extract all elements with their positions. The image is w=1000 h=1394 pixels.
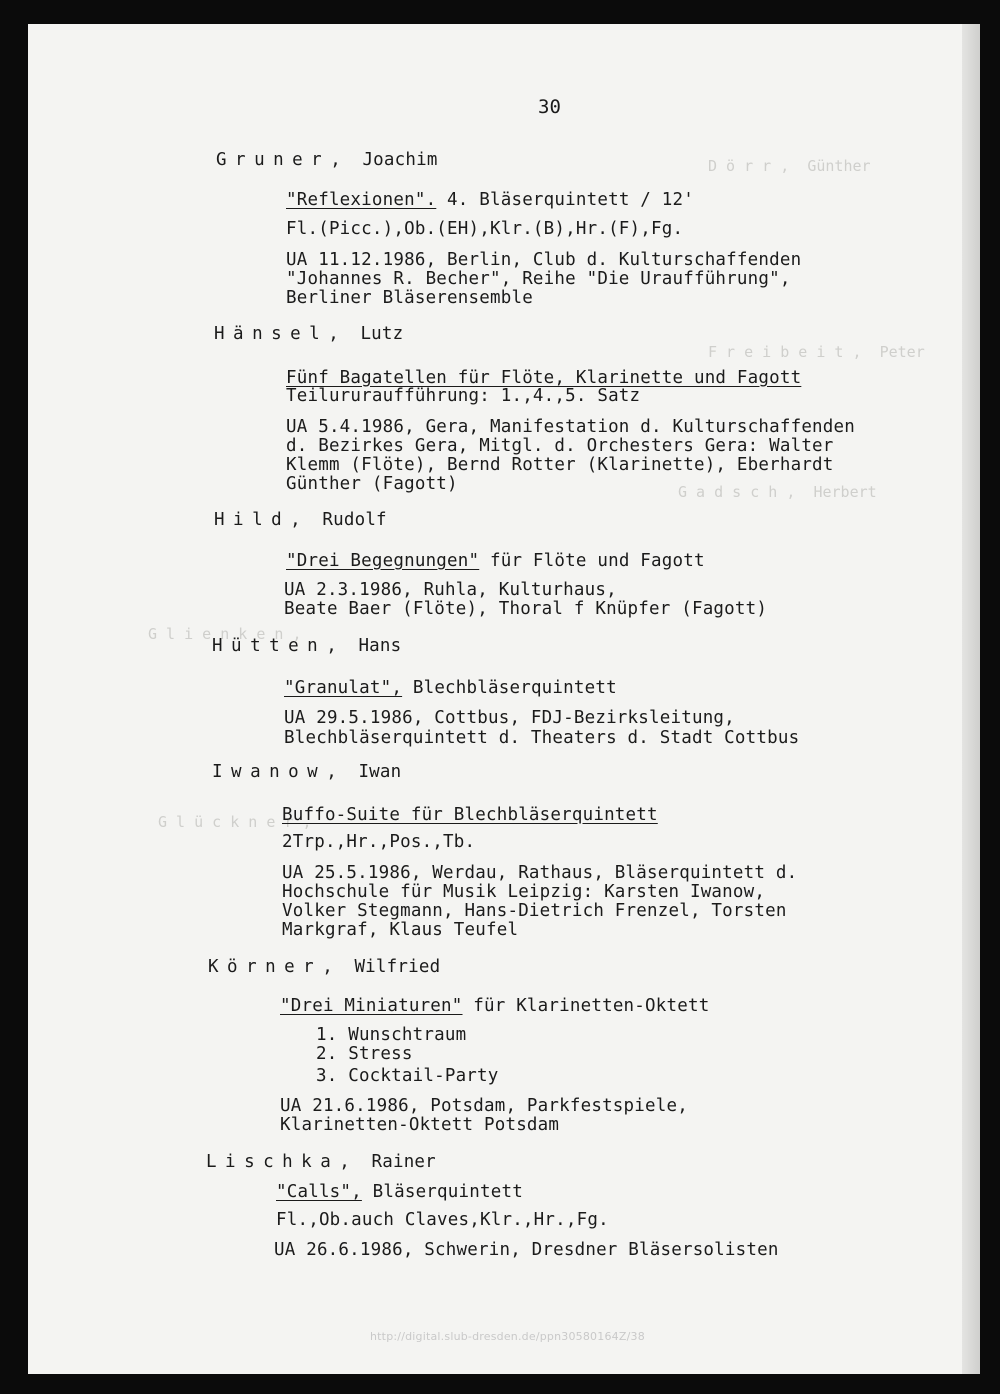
composer-first-name: Iwan bbox=[358, 762, 402, 782]
work-title-rest: für Flöte und Fagott bbox=[479, 551, 705, 571]
composer-first-name: Lutz bbox=[360, 324, 404, 344]
work-title-line bbox=[282, 805, 658, 825]
entry-line: UA 2.3.1986, Ruhla, Kulturhaus, bbox=[284, 580, 617, 600]
composer-heading: Hild, Rudolf bbox=[214, 510, 387, 530]
work-title-rest: 4. Bläserquintett / 12' bbox=[436, 190, 694, 210]
entry-line: Fl.(Picc.),Ob.(EH),Klr.(B),Hr.(F),Fg. bbox=[286, 219, 684, 239]
composer-first-name: Hans bbox=[358, 636, 402, 656]
entry-line: Hochschule für Musik Leipzig: Karsten Iwanow, bbox=[282, 882, 766, 902]
page-edge-shadow bbox=[962, 24, 980, 1374]
document-page bbox=[28, 24, 980, 1374]
movement-item: 1. Wunschtraum bbox=[316, 1025, 467, 1045]
movement-item: 2. Stress bbox=[316, 1044, 413, 1064]
entry-line: Fl.,Ob.auch Claves,Klr.,Hr.,Fg. bbox=[276, 1210, 609, 1230]
entry-line: UA 11.12.1986, Berlin, Club d. Kulturschaffenden bbox=[286, 250, 802, 270]
composer-heading: Hänsel, Lutz bbox=[214, 324, 404, 344]
composer-first-name: Wilfried bbox=[354, 957, 441, 977]
composer-heading: Gruner, Joachim bbox=[216, 150, 438, 170]
work-title-rest: Blechbläserquintett bbox=[402, 678, 617, 698]
work-title: Fünf Bagatellen für Flöte, Klarinette und Fagott bbox=[286, 368, 802, 388]
composer-surname: Hänsel bbox=[214, 324, 329, 344]
work-title: "Drei Begegnungen" bbox=[286, 551, 480, 571]
entry-line: d. Bezirkes Gera, Mitgl. d. Orchesters Gera: Walter bbox=[286, 436, 834, 456]
composer-surname: Körner bbox=[208, 957, 323, 977]
footer-url: http://digital.slub-dresden.de/ppn30580164Z/38 bbox=[370, 1330, 645, 1343]
work-title: Buffo-Suite für Blechbläserquintett bbox=[282, 805, 658, 825]
entry-line: UA 29.5.1986, Cottbus, FDJ-Bezirksleitung, bbox=[284, 708, 735, 728]
bleed-through: G a d s c h , Herbert bbox=[678, 483, 877, 501]
page-number: 30 bbox=[538, 96, 561, 118]
work-title: "Drei Miniaturen" bbox=[280, 996, 463, 1016]
work-title: "Reflexionen". bbox=[286, 190, 437, 210]
composer-heading: Lischka, Rainer bbox=[206, 1152, 436, 1172]
composer-surname: Hild bbox=[214, 510, 291, 530]
work-title-line bbox=[286, 368, 801, 388]
composer-surname: Iwanow bbox=[212, 762, 327, 782]
work-title-line bbox=[284, 678, 617, 698]
composer-first-name: Rudolf bbox=[322, 510, 387, 530]
entry-line: UA 21.6.1986, Potsdam, Parkfestspiele, bbox=[280, 1096, 688, 1116]
entry-line: Klarinetten-Oktett Potsdam bbox=[280, 1115, 560, 1135]
composer-surname: Lischka bbox=[206, 1152, 340, 1172]
entry-line: 2Trp.,Hr.,Pos.,Tb. bbox=[282, 832, 476, 852]
work-title-line bbox=[280, 996, 709, 1016]
composer-heading: Iwanow, Iwan bbox=[212, 762, 402, 782]
entry-line: Markgraf, Klaus Teufel bbox=[282, 920, 519, 940]
work-title: "Granulat", bbox=[284, 678, 403, 698]
bleed-through: G l ü c k n e r , bbox=[158, 813, 312, 831]
work-title-line bbox=[286, 190, 694, 210]
entry-line: UA 25.5.1986, Werdau, Rathaus, Bläserquintett d. bbox=[282, 863, 798, 883]
entry-line: "Johannes R. Becher", Reihe "Die Uraufführung", bbox=[286, 269, 791, 289]
bleed-through: D ö r r , Günther bbox=[708, 157, 871, 175]
entry-line: Teilururaufführung: 1.,4.,5. Satz bbox=[286, 386, 641, 406]
work-title-line bbox=[276, 1182, 523, 1202]
composer-first-name: Joachim bbox=[362, 150, 438, 170]
work-title-rest: für Klarinetten-Oktett bbox=[462, 996, 710, 1016]
entry-line: Günther (Fagott) bbox=[286, 474, 458, 494]
composer-heading: Körner, Wilfried bbox=[208, 957, 441, 977]
work-title: "Calls", bbox=[276, 1182, 362, 1202]
work-title-rest: Bläserquintett bbox=[361, 1182, 523, 1202]
composer-first-name: Rainer bbox=[371, 1152, 436, 1172]
work-title-line bbox=[286, 551, 705, 571]
entry-line: Klemm (Flöte), Bernd Rotter (Klarinette), Eberhardt bbox=[286, 455, 834, 475]
bleed-through: G l i e n k e n , bbox=[148, 625, 302, 643]
entry-line: Volker Stegmann, Hans-Dietrich Frenzel, Torsten bbox=[282, 901, 787, 921]
bleed-through: F r e i b e i t , Peter bbox=[708, 343, 925, 361]
composer-surname: Gruner bbox=[216, 150, 331, 170]
entry-line: Berliner Bläserensemble bbox=[286, 288, 533, 308]
composer-surname: Hütten bbox=[212, 636, 327, 656]
movement-item: 3. Cocktail-Party bbox=[316, 1066, 499, 1086]
entry-line: UA 5.4.1986, Gera, Manifestation d. Kulturschaffenden bbox=[286, 417, 856, 437]
entry-line: UA 26.6.1986, Schwerin, Dresdner Bläsersolisten bbox=[274, 1240, 779, 1260]
entry-line: Beate Baer (Flöte), Thoral f Knüpfer (Fagott) bbox=[284, 599, 768, 619]
entry-line: Blechbläserquintett d. Theaters d. Stadt Cottbus bbox=[284, 728, 800, 748]
composer-heading: Hütten, Hans bbox=[212, 636, 402, 656]
